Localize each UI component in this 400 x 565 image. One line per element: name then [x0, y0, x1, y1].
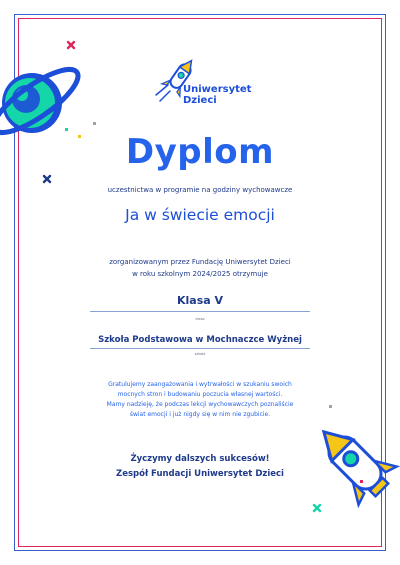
organizer-text	[0, 256, 400, 280]
school-line	[90, 348, 310, 349]
school-caption: szkoła	[194, 352, 206, 356]
closing-line-2: Zespół Fundacji Uniwersytet Dzieci	[116, 469, 284, 479]
message-line-1: Gratulujemy zaangażowania i wytrwałości w szukaniu swoich	[108, 381, 292, 388]
message-line-4: świat emocji i już nigdy się w nim nie zgubicie.	[129, 411, 271, 418]
organizer-line-2: w roku szkolnym 2024/2025 otrzymuje	[132, 270, 268, 278]
logo-line-2: Dzieci	[183, 95, 217, 106]
logo-wordmark	[183, 84, 251, 106]
message-line-3: Mamy nadzieję, że podczas lekcji wychowawczych poznaliście	[106, 401, 294, 408]
school-value: Szkoła Podstawowa w Mochnaczce Wyżnej	[98, 335, 302, 345]
message-line-2: mocnych stron i budowaniu poczucia własnej wartości.	[117, 391, 283, 398]
closing-line-1: Życzymy dalszych sukcesów!	[130, 454, 270, 464]
organizer-line-1: zorganizowanym przez Fundację Uniwersytet Dzieci	[109, 258, 291, 266]
recipient-value: Klasa V	[176, 294, 224, 307]
logo-line-1: Uniwersytet	[183, 84, 252, 95]
recipient-caption: klasa	[195, 317, 205, 321]
diploma-subtitle: uczestnictwa w programie na godziny wychowawcze	[107, 186, 293, 194]
recipient-line	[90, 311, 310, 312]
congratulation-message	[80, 380, 320, 420]
program-name: Ja w świecie emocji	[125, 206, 275, 224]
closing-signature	[0, 452, 400, 482]
diploma-title: Dyplom	[125, 132, 275, 172]
